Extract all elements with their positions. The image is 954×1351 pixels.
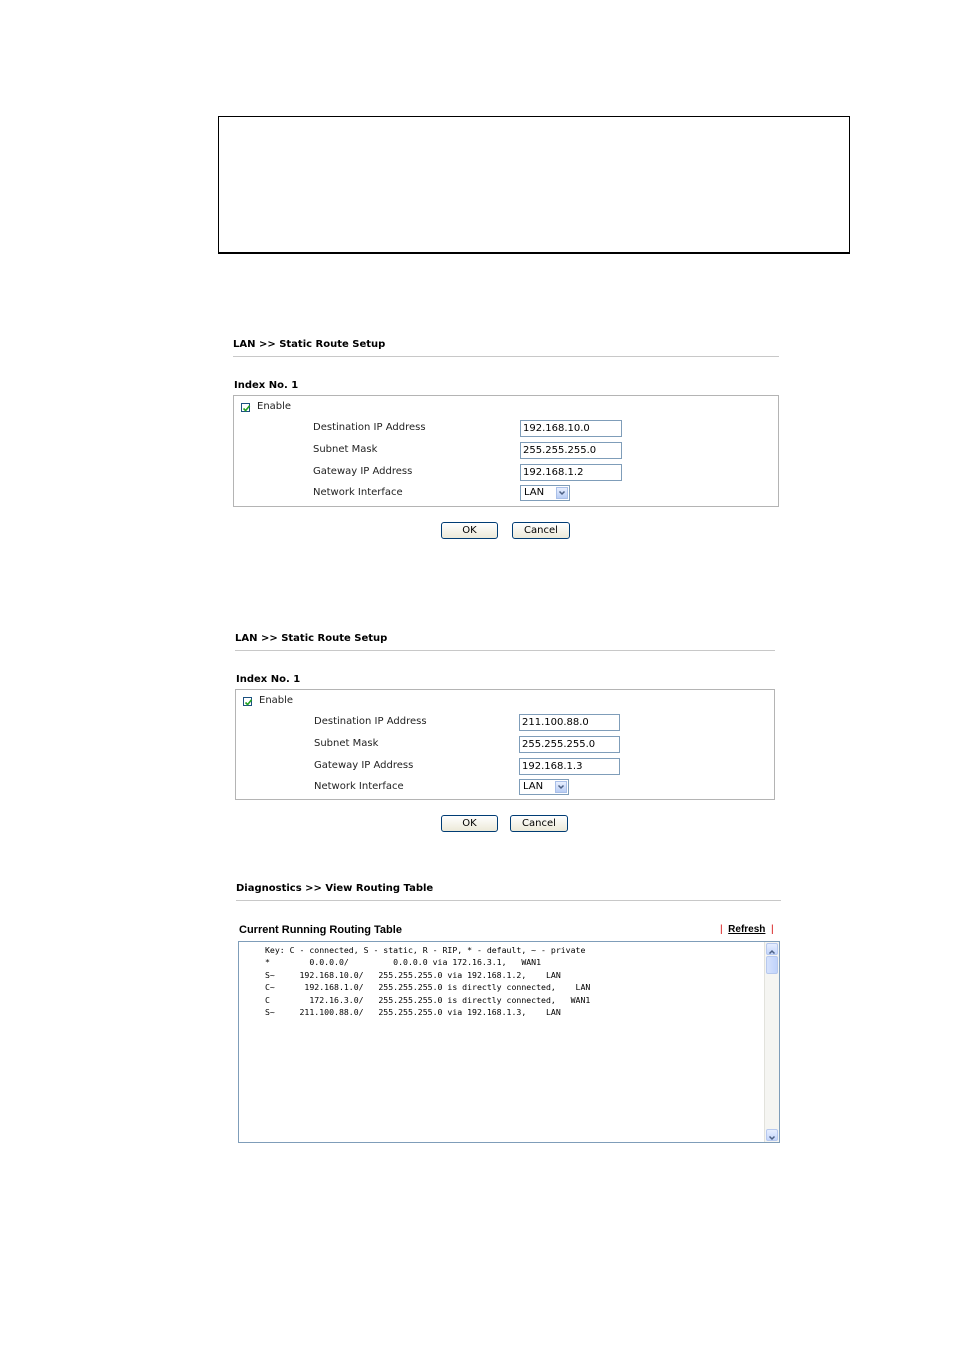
chevron-down-icon[interactable]	[556, 487, 568, 499]
select-value: LAN	[524, 487, 545, 498]
checkmark-icon	[244, 698, 253, 707]
arrow-up-icon[interactable]	[766, 943, 778, 955]
note-box	[218, 116, 850, 254]
checkmark-icon	[242, 404, 251, 413]
routing-table-textarea[interactable]	[238, 941, 780, 1143]
routing-table-title: Current Running Routing Table	[239, 924, 402, 936]
network-interface-select[interactable]	[520, 485, 570, 501]
gateway-ip-input[interactable]	[520, 464, 622, 481]
scrollbar-thumb[interactable]	[766, 956, 778, 974]
enable-checkbox[interactable]	[243, 697, 252, 706]
routing-table-line: * 0.0.0.0/ 0.0.0.0 via 172.16.3.1, WAN1	[265, 957, 542, 968]
refresh-link[interactable]: Refresh	[728, 924, 766, 935]
cancel-button[interactable]: Cancel	[512, 522, 570, 539]
gateway-ip-label: Gateway IP Address	[314, 760, 414, 771]
ok-button[interactable]: OK	[441, 522, 498, 539]
route-form	[233, 395, 779, 507]
routing-table-panel	[236, 883, 781, 905]
routing-table-line: S~ 192.168.10.0/ 255.255.255.0 via 192.168.1.2, LAN	[265, 969, 561, 980]
network-interface-label: Network Interface	[313, 487, 403, 498]
destination-ip-label: Destination IP Address	[314, 716, 427, 727]
arrow-down-icon[interactable]	[766, 1129, 778, 1141]
routing-table-lines	[265, 944, 590, 1018]
routing-table-line: C~ 192.168.1.0/ 255.255.255.0 is directly connected, LAN	[265, 982, 591, 993]
network-interface-label: Network Interface	[314, 781, 404, 792]
routing-table-line: S~ 211.100.88.0/ 255.255.255.0 via 192.168.1.3, LAN	[265, 1007, 561, 1018]
destination-ip-input[interactable]	[519, 714, 620, 731]
destination-ip-label: Destination IP Address	[313, 422, 426, 433]
routing-table-line: C 172.16.3.0/ 255.255.255.0 is directly connected, WAN1	[265, 994, 591, 1005]
page-title: LAN >> Static Route Setup	[235, 633, 775, 651]
route-form	[235, 689, 775, 800]
index-label: Index No. 1	[234, 380, 299, 391]
refresh-control	[720, 924, 774, 935]
subnet-mask-label: Subnet Mask	[314, 738, 379, 749]
page-title: LAN >> Static Route Setup	[233, 339, 779, 357]
routing-table-line: Key: C - connected, S - static, R - RIP, * - default, ~ - private	[265, 945, 586, 955]
enable-label: Enable	[259, 695, 294, 706]
divider: |	[770, 924, 774, 935]
static-route-panel-2	[235, 633, 775, 838]
ok-button[interactable]: OK	[441, 815, 498, 832]
gateway-ip-label: Gateway IP Address	[313, 466, 413, 477]
index-label: Index No. 1	[236, 674, 301, 685]
destination-ip-input[interactable]	[520, 420, 622, 437]
static-route-panel-1	[233, 339, 779, 544]
subnet-mask-label: Subnet Mask	[313, 444, 378, 455]
page-title: Diagnostics >> View Routing Table	[236, 883, 781, 901]
enable-checkbox[interactable]	[241, 403, 250, 412]
subnet-mask-input[interactable]	[520, 442, 622, 459]
divider: |	[720, 924, 723, 935]
vertical-scrollbar[interactable]	[764, 942, 779, 1142]
select-value: LAN	[523, 781, 544, 792]
enable-label: Enable	[257, 401, 292, 412]
network-interface-select[interactable]	[519, 779, 569, 795]
gateway-ip-input[interactable]	[519, 758, 620, 775]
chevron-down-icon[interactable]	[555, 781, 567, 793]
subnet-mask-input[interactable]	[519, 736, 620, 753]
cancel-button[interactable]: Cancel	[510, 815, 568, 832]
